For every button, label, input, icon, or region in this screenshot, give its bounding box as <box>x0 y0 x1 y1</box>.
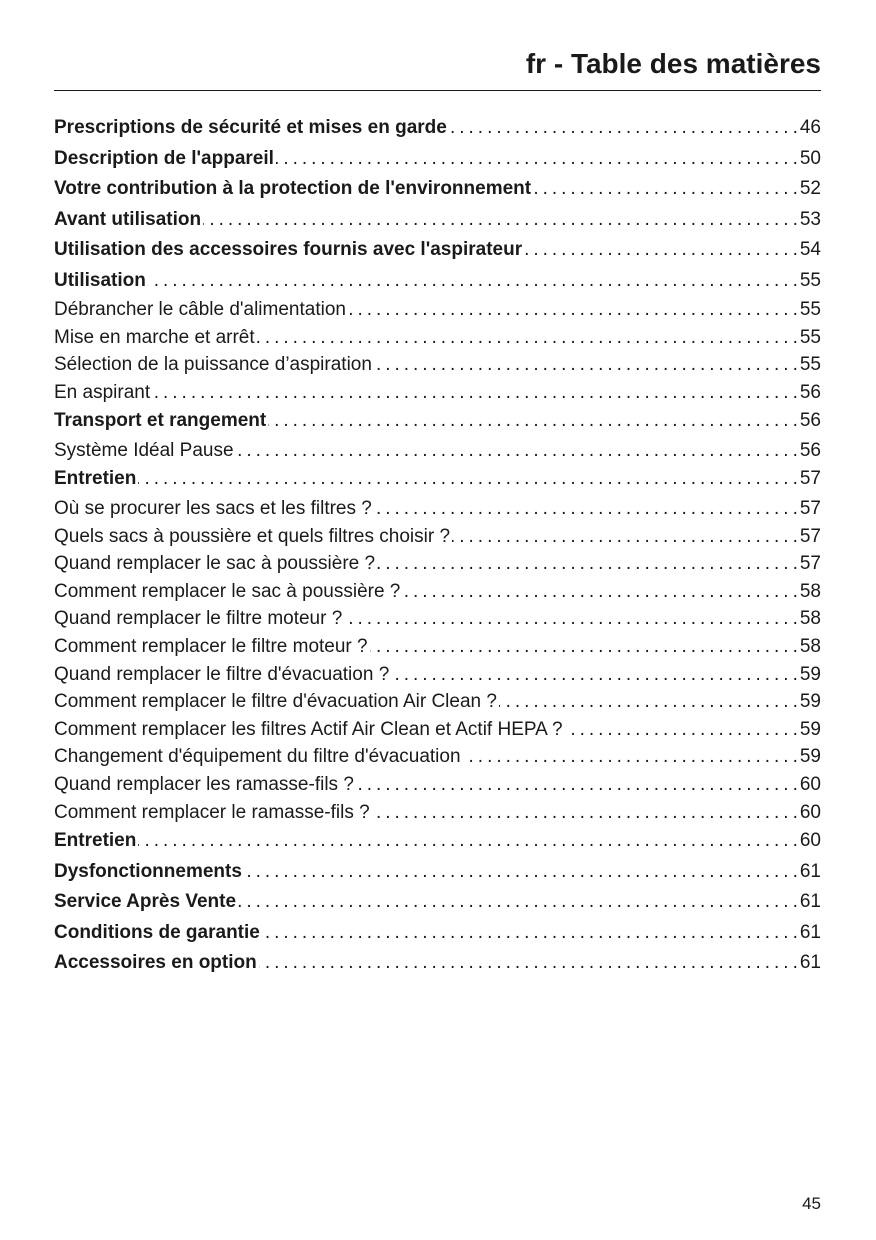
toc-entry-page: 55 <box>799 326 821 348</box>
toc-dot-leader <box>203 205 798 236</box>
toc-entry-label: Quand remplacer le filtre moteur ? <box>54 608 343 630</box>
toc-entry-page: 59 <box>799 746 821 768</box>
toc-entry-page: 61 <box>799 860 821 882</box>
toc-entry[interactable] <box>54 495 821 523</box>
toc-entry-label: Sélection de la puissance d’aspiration <box>54 354 372 376</box>
page-number: 45 <box>802 1194 821 1213</box>
toc-dot-leader <box>524 235 798 266</box>
toc-entry[interactable] <box>54 296 821 324</box>
toc-dot-leader <box>356 771 798 799</box>
toc-dot-leader <box>348 296 798 324</box>
toc-entry-page: 50 <box>799 147 821 169</box>
toc-entry-label: Changement d'équipement du filtre d'évacuation <box>54 746 461 768</box>
toc-entry-label: Accessoires en option <box>54 952 257 974</box>
toc-dot-leader <box>377 550 798 578</box>
toc-entry-label: Comment remplacer le sac à poussière ? <box>54 580 401 602</box>
toc-entry[interactable] <box>54 324 821 352</box>
toc-entry-label: Entretien <box>54 468 137 490</box>
toc-entry-page: 57 <box>799 553 821 575</box>
toc-dot-leader <box>452 523 798 551</box>
toc-entry-page: 61 <box>799 891 821 913</box>
toc-dot-leader <box>449 113 798 144</box>
toc-entry[interactable] <box>54 205 821 236</box>
toc-dot-leader <box>148 266 798 297</box>
toc-entry-page: 56 <box>799 381 821 403</box>
toc-entry-page: 58 <box>799 635 821 657</box>
toc-dot-leader <box>499 688 798 716</box>
toc-entry-page: 59 <box>799 663 821 685</box>
toc-dot-leader <box>402 578 797 606</box>
toc-entry-page: 52 <box>799 178 821 199</box>
toc-entry-page: 54 <box>799 239 821 260</box>
toc-entry[interactable] <box>54 661 821 689</box>
toc-entry-label: Comment remplacer le ramasse-fils ? <box>54 801 370 823</box>
toc-entry[interactable] <box>54 523 821 551</box>
toc-entry[interactable] <box>54 948 821 979</box>
toc-dot-leader <box>268 406 798 437</box>
toc-entry[interactable] <box>54 688 821 716</box>
toc-entry-page: 53 <box>799 208 821 230</box>
toc-dot-leader <box>238 887 798 918</box>
toc-dot-leader <box>533 174 798 205</box>
toc-entry[interactable] <box>54 174 821 205</box>
toc-entry-label: Quand remplacer les ramasse-fils ? <box>54 773 354 795</box>
toc-entry-label: Utilisation des accessoires fournis avec l'aspirateur <box>54 239 523 260</box>
toc-entry-page: 61 <box>799 921 821 943</box>
table-of-contents <box>54 113 821 979</box>
toc-entry-label: Transport et rangement <box>54 410 267 432</box>
toc-entry-label: Avant utilisation <box>54 208 202 230</box>
toc-entry-page: 60 <box>799 801 821 823</box>
toc-entry-label: Utilisation <box>54 269 146 291</box>
toc-entry[interactable] <box>54 799 821 827</box>
toc-entry[interactable] <box>54 550 821 578</box>
toc-entry[interactable] <box>54 235 821 266</box>
toc-entry[interactable] <box>54 826 821 857</box>
toc-dot-leader <box>276 144 798 175</box>
toc-entry-label: Description de l'appareil <box>54 147 274 169</box>
toc-entry-page: 61 <box>799 952 821 974</box>
toc-entry[interactable] <box>54 464 821 495</box>
toc-entry-label: Système Idéal Pause <box>54 439 234 461</box>
toc-entry[interactable] <box>54 113 821 144</box>
toc-entry-page: 55 <box>799 269 821 291</box>
toc-dot-leader <box>257 324 798 352</box>
toc-dot-leader <box>138 826 798 857</box>
toc-dot-leader <box>391 661 798 689</box>
toc-entry-label: Où se procurer les sacs et les filtres ? <box>54 497 372 519</box>
toc-entry-page: 58 <box>799 580 821 602</box>
toc-entry-page: 46 <box>799 117 821 138</box>
toc-entry-label: Entretien <box>54 830 137 852</box>
toc-entry[interactable] <box>54 605 821 633</box>
toc-entry-page: 57 <box>799 497 821 519</box>
toc-entry[interactable] <box>54 266 821 297</box>
page-header <box>54 44 821 91</box>
toc-entry-label: Comment remplacer les filtres Actif Air Clean et Actif HEPA ? <box>54 718 563 740</box>
toc-entry[interactable] <box>54 771 821 799</box>
toc-entry[interactable] <box>54 578 821 606</box>
toc-entry-label: Comment remplacer le filtre d'évacuation Air Clean ? <box>54 691 497 713</box>
toc-dot-leader <box>152 379 798 407</box>
toc-dot-leader <box>259 948 798 979</box>
toc-dot-leader <box>374 495 798 523</box>
toc-entry[interactable] <box>54 857 821 888</box>
toc-entry-label: Mise en marche et arrêt <box>54 326 255 348</box>
toc-entry-page: 56 <box>799 439 821 461</box>
toc-entry-page: 59 <box>799 718 821 740</box>
toc-entry-label: Quand remplacer le sac à poussière ? <box>54 553 376 575</box>
toc-entry[interactable] <box>54 406 821 437</box>
toc-dot-leader <box>344 605 798 633</box>
toc-entry-label: Débrancher le câble d'alimentation <box>54 299 346 320</box>
toc-dot-leader <box>463 743 798 771</box>
toc-entry[interactable] <box>54 144 821 175</box>
toc-entry-page: 60 <box>799 830 821 852</box>
toc-entry-page: 57 <box>799 468 821 490</box>
toc-entry-label: Service Après Vente <box>54 891 237 913</box>
toc-entry-page: 55 <box>799 354 821 376</box>
toc-entry[interactable] <box>54 379 821 407</box>
toc-entry-page: 56 <box>799 410 821 432</box>
toc-dot-leader <box>244 857 798 888</box>
toc-entry[interactable] <box>54 633 821 661</box>
toc-entry[interactable] <box>54 716 821 744</box>
toc-entry[interactable] <box>54 918 821 949</box>
toc-entry-page: 57 <box>799 525 821 547</box>
toc-entry-label: Quels sacs à poussière et quels filtres choisir ? <box>54 525 451 547</box>
toc-dot-leader <box>374 351 798 379</box>
toc-dot-leader <box>236 437 798 465</box>
page-title: fr - Table des matières <box>525 48 821 79</box>
toc-entry[interactable] <box>54 437 821 465</box>
toc-entry[interactable] <box>54 887 821 918</box>
toc-entry-label: Comment remplacer le filtre moteur ? <box>54 635 368 657</box>
toc-entry-label: Dysfonctionnements <box>54 860 242 882</box>
toc-dot-leader <box>262 918 798 949</box>
toc-entry-page: 58 <box>799 608 821 630</box>
toc-entry-label: Prescriptions de sécurité et mises en garde <box>54 117 447 138</box>
toc-dot-leader <box>372 799 798 827</box>
toc-entry[interactable] <box>54 743 821 771</box>
toc-entry-label: En aspirant <box>54 381 151 403</box>
toc-entry-label: Votre contribution à la protection de l'environnement <box>54 178 532 199</box>
toc-entry[interactable] <box>54 351 821 379</box>
toc-entry-label: Conditions de garantie <box>54 921 260 943</box>
toc-entry-page: 55 <box>799 299 821 320</box>
toc-dot-leader <box>565 716 798 744</box>
toc-entry-page: 59 <box>799 691 821 713</box>
toc-entry-label: Quand remplacer le filtre d'évacuation ? <box>54 663 390 685</box>
toc-dot-leader <box>370 633 798 661</box>
toc-entry-page: 60 <box>799 773 821 795</box>
toc-dot-leader <box>138 464 798 495</box>
